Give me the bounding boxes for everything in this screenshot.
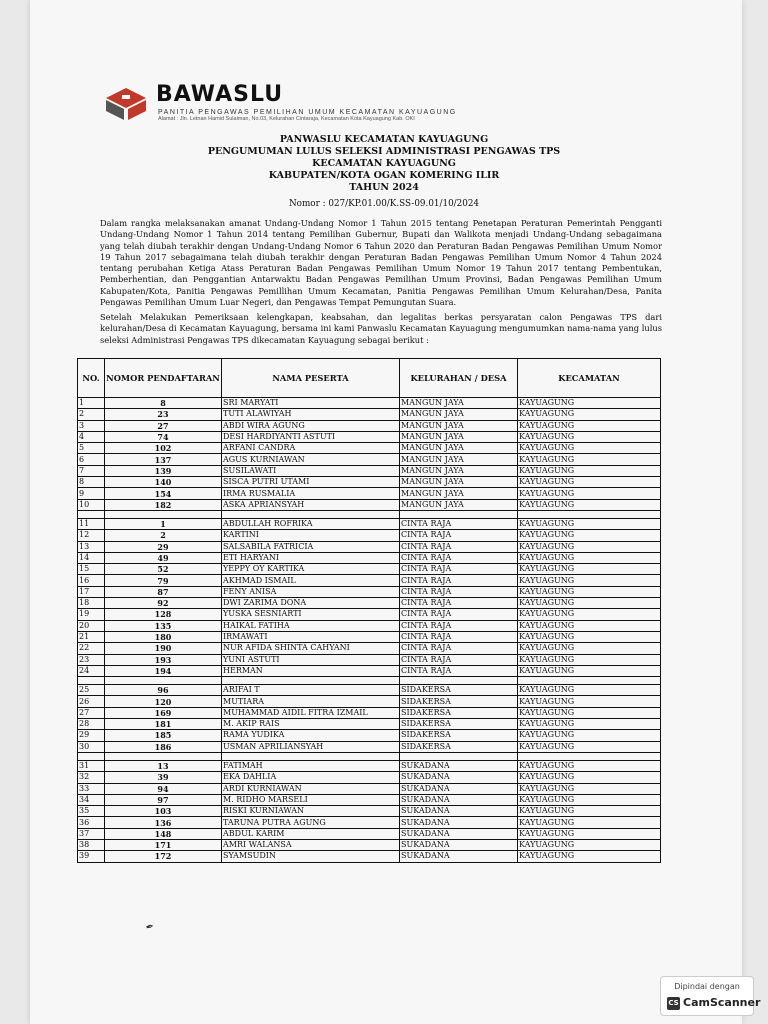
intro-paragraph: Dalam rangka melaksanakan amanat Undang-Undang Nomor 1 Tahun 2015 tentang Penetapan Peraturan Pemerintah Pengganti Undang-Undang Nomor 1 Tahun 2014 tentang Pemilihan Gubernur, Bupati dan Walikota menjadi Undang-Undang sebagaimana yang telah diubah terakhir dengan Undang-Undang Nomor 6 Tahun 2020 dan Peraturan Badan Pengawas Pemilihan Umum Nomor 19 Tahun 2017 sebagaimana telah diubah terakhir dengan Peraturan Badan Pengawas Pemilihan Umum Nomor 4 Tahun 2024 tentang perubahan Ketiga Atass Peraturan Badan Pengawas Pemilihan Umum Nomor 19 Tahun 2017 tentang Pembentukan, Pemberhentian, dan Penggantian Antarwaktu Badan Pengawas Pemilihan Umum Provinsi, Badan Pengawas Pemilihan Umum Kabupaten/Kota, Panitia Pengawas Pemillihan Umum Kecamatan, Panitia Pengawas Pemilihan Umum Kelurahan/Desa, Panita Pengawas Pemilihan Umum Luar Negeri, dan Pengawas Tempat Pemungutan Suara. — [100, 218, 662, 308]
village-name: SUKADANA — [400, 783, 518, 794]
table-row — [78, 817, 661, 828]
table-row — [78, 465, 661, 476]
table-row — [78, 488, 661, 499]
row-number: 37 — [78, 828, 105, 839]
village-name: SIDAKERSA — [400, 685, 518, 696]
camscanner-watermark — [660, 976, 761, 1016]
empty-cell — [518, 677, 661, 685]
district-name: KAYUAGUNG — [518, 431, 661, 442]
village-name: CINTA RAJA — [400, 530, 518, 541]
row-number: 38 — [78, 839, 105, 850]
row-number: 14 — [78, 552, 105, 563]
registration-number: 181 — [105, 719, 222, 730]
registration-number: 186 — [105, 741, 222, 752]
row-number: 28 — [78, 719, 105, 730]
row-number: 13 — [78, 541, 105, 552]
heading-line: KABUPATEN/KOTA OGAN KOMERING ILIR — [268, 170, 500, 181]
participant-name: HAIKAL FATIHA — [222, 620, 400, 631]
row-number: 25 — [78, 685, 105, 696]
district-name: KAYUAGUNG — [518, 620, 661, 631]
participant-name: DESI HARDIYANTI ASTUTI — [222, 431, 400, 442]
table-row — [78, 707, 661, 718]
registration-number: 136 — [105, 817, 222, 828]
heading-line: PENGUMUMAN LULUS SELEKSI ADMINISTRASI PENGAWAS TPS — [207, 146, 561, 157]
row-number: 24 — [78, 665, 105, 676]
table-row — [78, 420, 661, 431]
participant-name: IRMAWATI — [222, 631, 400, 642]
table-row — [78, 839, 661, 850]
registration-number: 135 — [105, 620, 222, 631]
row-number: 1 — [78, 398, 105, 409]
district-name: KAYUAGUNG — [518, 564, 661, 575]
table-row — [78, 564, 661, 575]
logo-subtitle: PANITIA PENGAWAS PEMILIHAN UMUM KECAMATAN KAYUAGUNG — [158, 109, 457, 116]
village-name: MANGUN JAYA — [400, 465, 518, 476]
row-number: 22 — [78, 643, 105, 654]
district-name: KAYUAGUNG — [518, 741, 661, 752]
row-number: 10 — [78, 499, 105, 510]
table-row — [78, 443, 661, 454]
registration-number: 74 — [105, 431, 222, 442]
participant-name: SALSABILA FATRICIA — [222, 541, 400, 552]
participant-name: RISKI KURNIAWAN — [222, 806, 400, 817]
announcement-heading — [0, 134, 768, 194]
district-name: KAYUAGUNG — [518, 719, 661, 730]
registration-number: 172 — [105, 851, 222, 862]
table-row — [78, 760, 661, 771]
table-header-row — [78, 359, 661, 398]
row-number: 7 — [78, 465, 105, 476]
column-header: NOMOR PENDAFTARAN — [105, 359, 222, 398]
empty-cell — [222, 510, 400, 518]
registration-number: 185 — [105, 730, 222, 741]
district-name: KAYUAGUNG — [518, 654, 661, 665]
table-row — [78, 409, 661, 420]
participants-table — [77, 358, 661, 863]
participant-name: MUTIARA — [222, 696, 400, 707]
district-name: KAYUAGUNG — [518, 586, 661, 597]
logo-address: Alamat : Jln. Letnan Hamid Sulaiman, No.03, Kelurahan Cintaraja, Kecamatan Kota Kayuagung Kab. OKI — [158, 116, 415, 122]
row-number: 36 — [78, 817, 105, 828]
table-row — [78, 398, 661, 409]
table-row — [78, 783, 661, 794]
row-number: 30 — [78, 741, 105, 752]
village-name: SIDAKERSA — [400, 730, 518, 741]
village-name: MANGUN JAYA — [400, 431, 518, 442]
district-name: KAYUAGUNG — [518, 806, 661, 817]
district-name: KAYUAGUNG — [518, 839, 661, 850]
row-number: 4 — [78, 431, 105, 442]
district-name: KAYUAGUNG — [518, 454, 661, 465]
empty-cell — [400, 752, 518, 760]
empty-cell — [78, 752, 105, 760]
district-name: KAYUAGUNG — [518, 552, 661, 563]
row-number: 31 — [78, 760, 105, 771]
heading-line: PANWASLU KECAMATAN KAYUAGUNG — [279, 134, 489, 145]
row-number: 35 — [78, 806, 105, 817]
district-name: KAYUAGUNG — [518, 575, 661, 586]
table-row — [78, 851, 661, 862]
watermark-caption: Dipindai dengan — [674, 982, 740, 991]
participant-name: ABDUL KARIM — [222, 828, 400, 839]
table-row — [78, 518, 661, 529]
participant-name: KARTINI — [222, 530, 400, 541]
group-separator-row — [78, 752, 661, 760]
registration-number: 169 — [105, 707, 222, 718]
registration-number: 193 — [105, 654, 222, 665]
registration-number: 139 — [105, 465, 222, 476]
table-row — [78, 696, 661, 707]
row-number: 20 — [78, 620, 105, 631]
registration-number: 29 — [105, 541, 222, 552]
empty-cell — [400, 677, 518, 685]
participant-name: YEPPY OY KARTIKA — [222, 564, 400, 575]
registration-number: 87 — [105, 586, 222, 597]
bawaslu-logo-icon — [104, 86, 148, 122]
district-name: KAYUAGUNG — [518, 598, 661, 609]
row-number: 39 — [78, 851, 105, 862]
participant-name: ARIFAI T — [222, 685, 400, 696]
district-name: KAYUAGUNG — [518, 730, 661, 741]
row-number: 11 — [78, 518, 105, 529]
row-number: 33 — [78, 783, 105, 794]
row-number: 16 — [78, 575, 105, 586]
district-name: KAYUAGUNG — [518, 398, 661, 409]
registration-number: 97 — [105, 794, 222, 805]
table-row — [78, 794, 661, 805]
table-row — [78, 586, 661, 597]
row-number: 21 — [78, 631, 105, 642]
village-name: MANGUN JAYA — [400, 420, 518, 431]
village-name: MANGUN JAYA — [400, 488, 518, 499]
participant-name: DWI ZARIMA DONA — [222, 598, 400, 609]
row-number: 5 — [78, 443, 105, 454]
participant-name: ASKA APRIANSYAH — [222, 499, 400, 510]
registration-number: 52 — [105, 564, 222, 575]
village-name: MANGUN JAYA — [400, 443, 518, 454]
registration-number: 27 — [105, 420, 222, 431]
village-name: SUKADANA — [400, 817, 518, 828]
registration-number: 13 — [105, 760, 222, 771]
village-name: CINTA RAJA — [400, 541, 518, 552]
village-name: SUKADANA — [400, 772, 518, 783]
registration-number: 137 — [105, 454, 222, 465]
village-name: CINTA RAJA — [400, 631, 518, 642]
district-name: KAYUAGUNG — [518, 530, 661, 541]
announcement-paragraph: Setelah Melakukan Pemeriksaan kelengkapan, keabsahan, dan legalitas berkas persyaratan calon Pengawas TPS dari kelurahan/Desa di Kecamatan Kayuagung, bersama ini kami Panwaslu Kecamatan Kayuagung mengumumkan nama-nama yang lulus seleksi Administrasi Pengawas TPS dikecamatan Kayuagung sebagai berikut : — [100, 312, 662, 345]
village-name: SIDAKERSA — [400, 741, 518, 752]
empty-cell — [105, 677, 222, 685]
participant-name: ETI HARYANI — [222, 552, 400, 563]
village-name: CINTA RAJA — [400, 518, 518, 529]
participant-name: IRMA RUSMALIA — [222, 488, 400, 499]
village-name: SIDAKERSA — [400, 696, 518, 707]
village-name: SIDAKERSA — [400, 707, 518, 718]
registration-number: 103 — [105, 806, 222, 817]
table-row — [78, 609, 661, 620]
district-name: KAYUAGUNG — [518, 707, 661, 718]
registration-number: 23 — [105, 409, 222, 420]
participant-name: USMAN APRILIANSYAH — [222, 741, 400, 752]
empty-cell — [105, 752, 222, 760]
registration-number: 92 — [105, 598, 222, 609]
table-row — [78, 685, 661, 696]
participant-name: M. AKIP RAIS — [222, 719, 400, 730]
row-number: 12 — [78, 530, 105, 541]
logo-name: BAWASLU — [156, 82, 284, 107]
row-number: 29 — [78, 730, 105, 741]
row-number: 19 — [78, 609, 105, 620]
district-name: KAYUAGUNG — [518, 631, 661, 642]
village-name: CINTA RAJA — [400, 665, 518, 676]
registration-number: 1 — [105, 518, 222, 529]
registration-number: 180 — [105, 631, 222, 642]
participant-name: M. RIDHO MARSELI — [222, 794, 400, 805]
registration-number: 79 — [105, 575, 222, 586]
district-name: KAYUAGUNG — [518, 477, 661, 488]
village-name: MANGUN JAYA — [400, 499, 518, 510]
participant-name: AGUS KURNIAWAN — [222, 454, 400, 465]
village-name: SUKADANA — [400, 851, 518, 862]
pen-mark: ✒ — [144, 921, 156, 934]
village-name: CINTA RAJA — [400, 564, 518, 575]
participant-name: AMRI WALANSA — [222, 839, 400, 850]
row-number: 34 — [78, 794, 105, 805]
participant-name: SRI MARYATI — [222, 398, 400, 409]
bawaslu-letterhead — [104, 82, 664, 122]
table-body — [78, 398, 661, 863]
registration-number: 182 — [105, 499, 222, 510]
table-row — [78, 772, 661, 783]
registration-number: 8 — [105, 398, 222, 409]
row-number: 23 — [78, 654, 105, 665]
row-number: 17 — [78, 586, 105, 597]
district-name: KAYUAGUNG — [518, 760, 661, 771]
district-name: KAYUAGUNG — [518, 851, 661, 862]
group-separator-row — [78, 677, 661, 685]
registration-number: 148 — [105, 828, 222, 839]
table-row — [78, 552, 661, 563]
district-name: KAYUAGUNG — [518, 828, 661, 839]
village-name: CINTA RAJA — [400, 575, 518, 586]
village-name: SUKADANA — [400, 828, 518, 839]
district-name: KAYUAGUNG — [518, 420, 661, 431]
participant-name: SUSILAWATI — [222, 465, 400, 476]
table-row — [78, 665, 661, 676]
district-name: KAYUAGUNG — [518, 609, 661, 620]
village-name: SUKADANA — [400, 760, 518, 771]
participant-name: AKHMAD ISMAIL — [222, 575, 400, 586]
letter-number: Nomor : 027/KP.01.00/K.SS-09.01/10/2024 — [288, 199, 480, 209]
empty-cell — [400, 510, 518, 518]
district-name: KAYUAGUNG — [518, 783, 661, 794]
participant-name: MUHAMMAD AIDIL FITRA IZMAIL — [222, 707, 400, 718]
row-number: 2 — [78, 409, 105, 420]
district-name: KAYUAGUNG — [518, 409, 661, 420]
village-name: SUKADANA — [400, 806, 518, 817]
district-name: KAYUAGUNG — [518, 794, 661, 805]
registration-number: 194 — [105, 665, 222, 676]
participant-name: EKA DAHLIA — [222, 772, 400, 783]
row-number: 32 — [78, 772, 105, 783]
table-row — [78, 620, 661, 631]
row-number: 18 — [78, 598, 105, 609]
empty-cell — [518, 752, 661, 760]
participant-name: TARUNA PUTRA AGUNG — [222, 817, 400, 828]
participant-name: YUSKA SESNIARTI — [222, 609, 400, 620]
table-row — [78, 741, 661, 752]
participant-name: SYAMSUDIN — [222, 851, 400, 862]
district-name: KAYUAGUNG — [518, 443, 661, 454]
column-header: KECAMATAN — [518, 359, 661, 398]
row-number: 8 — [78, 477, 105, 488]
table-row — [78, 654, 661, 665]
participant-name: ARFANI CANDRA — [222, 443, 400, 454]
group-separator-row — [78, 510, 661, 518]
heading-line: TAHUN 2024 — [349, 182, 419, 193]
participant-name: TUTI ALAWIYAH — [222, 409, 400, 420]
participant-name: FATIMAH — [222, 760, 400, 771]
village-name: CINTA RAJA — [400, 654, 518, 665]
participant-name: RAMA YUDIKA — [222, 730, 400, 741]
village-name: SUKADANA — [400, 839, 518, 850]
empty-cell — [105, 510, 222, 518]
registration-number: 140 — [105, 477, 222, 488]
participant-name: HERMAN — [222, 665, 400, 676]
participant-name: ARDI KURNIAWAN — [222, 783, 400, 794]
village-name: CINTA RAJA — [400, 609, 518, 620]
district-name: KAYUAGUNG — [518, 817, 661, 828]
table-row — [78, 454, 661, 465]
district-name: KAYUAGUNG — [518, 685, 661, 696]
registration-number: 94 — [105, 783, 222, 794]
village-name: CINTA RAJA — [400, 552, 518, 563]
watermark-brand: CamScanner — [683, 996, 761, 1009]
empty-cell — [78, 510, 105, 518]
row-number: 26 — [78, 696, 105, 707]
table-row — [78, 806, 661, 817]
empty-cell — [518, 510, 661, 518]
district-name: KAYUAGUNG — [518, 465, 661, 476]
village-name: MANGUN JAYA — [400, 398, 518, 409]
registration-number: 154 — [105, 488, 222, 499]
registration-number: 39 — [105, 772, 222, 783]
village-name: SUKADANA — [400, 794, 518, 805]
participant-name: NUR AFIDA SHINTA CAHYANI — [222, 643, 400, 654]
row-number: 27 — [78, 707, 105, 718]
heading-line: KECAMATAN KAYUAGUNG — [312, 158, 456, 169]
table-row — [78, 431, 661, 442]
table-row — [78, 530, 661, 541]
empty-cell — [222, 752, 400, 760]
participant-name: FENY ANISA — [222, 586, 400, 597]
table-row — [78, 719, 661, 730]
registration-number: 96 — [105, 685, 222, 696]
camscanner-icon: CS — [667, 997, 680, 1010]
table-row — [78, 598, 661, 609]
village-name: CINTA RAJA — [400, 586, 518, 597]
table-row — [78, 828, 661, 839]
column-header: KELURAHAN / DESA — [400, 359, 518, 398]
row-number: 15 — [78, 564, 105, 575]
table-row — [78, 541, 661, 552]
participant-name: YUNI ASTUTI — [222, 654, 400, 665]
district-name: KAYUAGUNG — [518, 518, 661, 529]
column-header: NAMA PESERTA — [222, 359, 400, 398]
participant-name: ABDULLAH ROFRIKA — [222, 518, 400, 529]
empty-cell — [78, 677, 105, 685]
district-name: KAYUAGUNG — [518, 772, 661, 783]
table-row — [78, 575, 661, 586]
district-name: KAYUAGUNG — [518, 499, 661, 510]
registration-number: 102 — [105, 443, 222, 454]
empty-cell — [222, 677, 400, 685]
participant-name: SISCA PUTRI UTAMI — [222, 477, 400, 488]
district-name: KAYUAGUNG — [518, 643, 661, 654]
registration-number: 49 — [105, 552, 222, 563]
row-number: 3 — [78, 420, 105, 431]
district-name: KAYUAGUNG — [518, 488, 661, 499]
village-name: CINTA RAJA — [400, 620, 518, 631]
village-name: CINTA RAJA — [400, 598, 518, 609]
participant-name: ABDI WIRA AGUNG — [222, 420, 400, 431]
registration-number: 128 — [105, 609, 222, 620]
village-name: MANGUN JAYA — [400, 477, 518, 488]
registration-number: 171 — [105, 839, 222, 850]
registration-number: 190 — [105, 643, 222, 654]
table-row — [78, 477, 661, 488]
district-name: KAYUAGUNG — [518, 541, 661, 552]
village-name: MANGUN JAYA — [400, 409, 518, 420]
village-name: CINTA RAJA — [400, 643, 518, 654]
table-row — [78, 631, 661, 642]
row-number: 9 — [78, 488, 105, 499]
village-name: SIDAKERSA — [400, 719, 518, 730]
district-name: KAYUAGUNG — [518, 696, 661, 707]
registration-number: 120 — [105, 696, 222, 707]
table-row — [78, 730, 661, 741]
district-name: KAYUAGUNG — [518, 665, 661, 676]
table-row — [78, 499, 661, 510]
row-number: 6 — [78, 454, 105, 465]
column-header: NO. — [78, 359, 105, 398]
table-row — [78, 643, 661, 654]
registration-number: 2 — [105, 530, 222, 541]
village-name: MANGUN JAYA — [400, 454, 518, 465]
